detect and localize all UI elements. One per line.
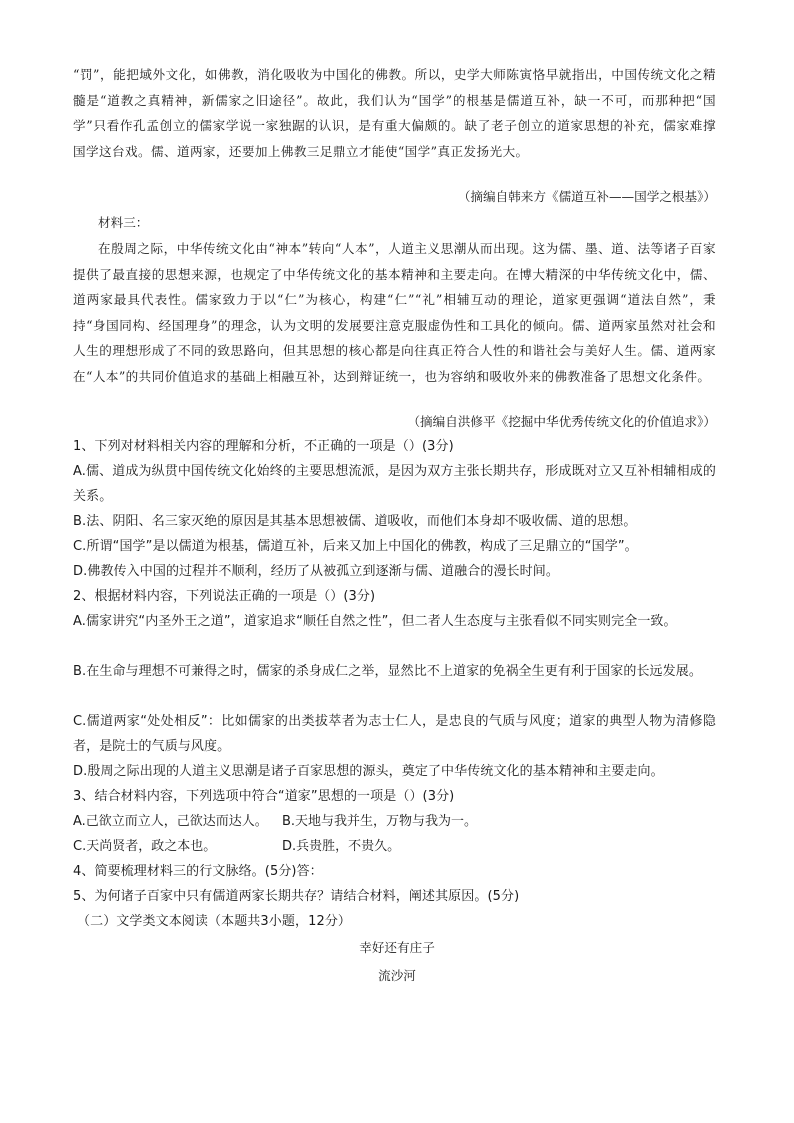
question-3-options-row-2 [73,834,716,859]
question-3-option-a: A.己欲立而立人，己欲达而达人。 [73,814,268,829]
material-3-paragraph: 在殷周之际，中华传统文化由“神本”转向“人本”，人道主义思潮从而出现。这为儒、墨、道、法等诸子百家提供了最直接的思想来源，也规定了中华传统文化的基本精神和主要走向。在博大精深的中华传统文化中，儒、道两家最具代表性。儒家致力于以“仁”为核心，构建“仁”“礼”相辅互动的理论，道家更强调“道法自然”，秉持“身国同构、经国理身”的理念，认为文明的发展要注意克服虚伪性和工具化的倾向。儒、道两家虽然对社会和人生的理想形成了不同的致思路向，但其思想的核心都是向往真正符合人性的和谐社会与美好人生。儒、道两家在“人本”的共同价值追求的基础上相融互补，达到辩证统一，也为容纳和吸收外来的佛教准备了思想文化条件。 [73,241,716,384]
article-title: 幸好还有庄子 [359,940,435,955]
question-5-stem: 5、为何诸子百家中只有儒道两家长期共存？请结合材料，阐述其原因。(5分) [73,889,520,904]
question-1-option-c: C.所谓“国学”是以儒道为根基，儒道互补，后来又加上中国化的佛教，构成了三足鼎立的“国学”。 [73,539,638,554]
question-1-option-a: A.儒、道成为纵贯中国传统文化始终的主要思想流派，是因为双方主张长期共存，形成既对立又互补相辅相成的关系。 [73,464,716,504]
question-3-option-c: C.天尚贤者，政之本也。 [73,839,217,854]
question-1-stem: 1、下列对材料相关内容的理解和分析，不正确的一项是（）(3分) [73,439,454,454]
question-2-option-b: B.在生命与理想不可兼得之时，儒家的杀身成仁之举，显然比不上道家的免祸全生更有利于国家的长远发展。 [73,664,702,679]
section-2-heading: （二）文学类文本阅读（本题共3小题，12分） [77,914,352,929]
question-2-option-a: A.儒家讲究“内圣外王之道”，道家追求“顺任自然之性”，但二者人生态度与主张看似不同实则完全一致。 [73,614,677,629]
question-3-option-b: B.天地与我并生，万物与我为一。 [282,814,478,829]
material-3-label: 材料三： [98,215,149,230]
question-3-stem: 3、结合材料内容，下列选项中符合“道家”思想的一项是（）(3分) [73,789,455,804]
question-2-option-d: D.殷周之际出现的人道主义思潮是诸子百家思想的源头，奠定了中华传统文化的基本精神和主要走向。 [73,764,664,779]
material-2-paragraph: “罚”，能把域外文化，如佛教，消化吸收为中国化的佛教。所以，史学大师陈寅恪早就指出，中国传统文化之精髓是“道教之真精神，新儒家之旧途径”。故此，我们认为“国学”的根基是儒道互补，缺一不可，而那种把“国学”只看作孔孟创立的儒家学说一家独踞的认识，是有重大偏颇的。缺了老子创立的道家思想的补充，儒家难撑国学这台戏。儒、道两家，还要加上佛教三足鼎立才能使“国学”真正发扬光大。 [73,67,716,159]
question-2-option-c: C.儒道两家“处处相反”：比如儒家的出类拔萃者为志士仁人，是忠良的气质与风度；道家的典型人物为清修隐者，是院士的气质与风度。 [73,714,716,754]
article-author: 流沙河 [378,968,416,983]
question-4-stem: 4、简要梳理材料三的行文脉络。(5分)答： [73,864,323,879]
source-citation-2: （摘编自韩来方《儒道互补——国学之根基》） [457,189,716,204]
question-3-options-row-1 [73,809,716,834]
question-1-option-b: B.法、阴阳、名三家灭绝的原因是其基本思想被儒、道吸收，而他们本身却不吸收儒、道的思想。 [73,514,637,529]
question-1-option-d: D.佛教传入中国的过程并不顺利，经历了从被孤立到逐渐与儒、道融合的漫长时间。 [73,564,559,579]
question-3-option-d: D.兵贵胜，不贵久。 [282,839,401,854]
source-citation-3: （摘编自洪修平《挖掘中华优秀传统文化的价值追求》） [407,414,716,429]
question-2-stem: 2、根据材料内容，下列说法正确的一项是（）(3分) [73,589,376,604]
